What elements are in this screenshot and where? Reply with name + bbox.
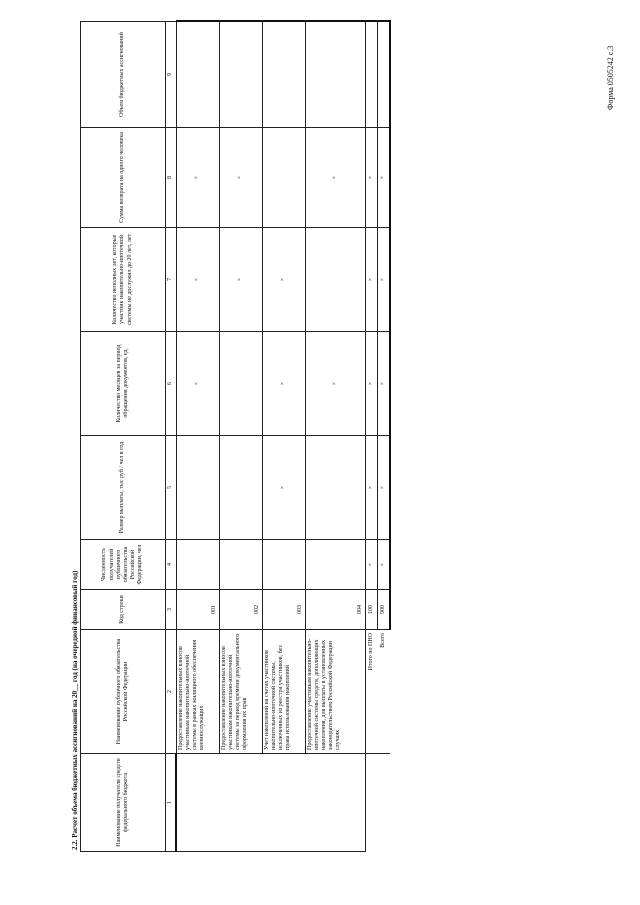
column-number-row: [166, 22, 177, 852]
cell-payment: [219, 436, 262, 540]
obligation-name: Предоставление накопительных взносов участникам накопительно-ипотечной системы за период времени документального оформления их прав: [219, 630, 262, 754]
cell-years: [305, 228, 365, 332]
cell-payment: [176, 436, 219, 540]
obligation-name: Предоставление участникам накопительно-ипотечной системы средств, дополняющих накопления, для выплаты в установленных законодательством Российской Федерации случаях: [305, 630, 365, 754]
total-code: 900: [377, 590, 390, 630]
cell-years: ×: [262, 228, 305, 332]
header-row: [81, 22, 166, 852]
cell-count: [176, 540, 219, 590]
spacer-cell: [365, 754, 377, 852]
obligation-name: Учет накоплений на счетах участников накопительно-ипотечной системы, исключенных из реестра участников, без права использования накоплений: [262, 630, 305, 754]
col-number: 8: [166, 128, 177, 228]
spacer-cell: [377, 754, 390, 852]
subtotal-volume: [365, 22, 377, 128]
recipient-cell: [176, 754, 365, 852]
row-code: 002: [219, 590, 262, 630]
table-row: [176, 22, 219, 852]
total-return: ×: [377, 128, 390, 228]
section-title: 2.2. Расчет объема бюджетных ассигнований на 20__ год (на очередной финансовый год): [71, 570, 79, 850]
subtotal-months: ×: [365, 332, 377, 436]
header-return: Сумма возврата на одного человека: [81, 128, 166, 228]
subtotal-code: 100: [365, 590, 377, 630]
obligation-name: Предоставление накопительных взносов участникам накопительно-ипотечной системы в рамках жилищного обеспечения военнослужащих: [176, 630, 219, 754]
cell-return: ×: [219, 128, 262, 228]
cell-return: ×: [305, 128, 365, 228]
cell-months: ×: [262, 332, 305, 436]
cell-return: [262, 128, 305, 228]
cell-return: ×: [176, 128, 219, 228]
header-code: Код строки: [81, 590, 166, 630]
total-label: Всего: [377, 630, 390, 754]
cell-volume: [176, 22, 219, 128]
cell-volume: [262, 22, 305, 128]
table-row: [262, 22, 305, 852]
col-number: 4: [166, 540, 177, 590]
cell-months: [219, 332, 262, 436]
header-count: Численность получателей публичного обязательства Российской Федерации, чел: [81, 540, 166, 590]
total-volume: [377, 22, 390, 128]
header-years: Количество неполных лет, которые участник накопительно-ипотечной системы не дослужил до 20 лет, лет: [81, 228, 166, 332]
table-row: [219, 22, 262, 852]
cell-months: ×: [176, 332, 219, 436]
col-number: 6: [166, 332, 177, 436]
total-payment: ×: [377, 436, 390, 540]
subtotal-label: Итого по ПНО: [365, 630, 377, 754]
subtotal-count: ×: [365, 540, 377, 590]
subtotal-payment: ×: [365, 436, 377, 540]
total-years: ×: [377, 228, 390, 332]
header-payment: Размер выплаты, тыс руб / чел в год: [81, 436, 166, 540]
subtotal-return: ×: [365, 128, 377, 228]
cell-volume: [305, 22, 365, 128]
header-months: Количество месяцев за период обращения документов, ед: [81, 332, 166, 436]
header-volume: Объем бюджетных ассигнований: [81, 22, 166, 128]
row-code: 004: [305, 590, 365, 630]
cell-count: [262, 540, 305, 590]
subtotal-row: [365, 22, 377, 852]
col-number: 5: [166, 436, 177, 540]
cell-years: ×: [176, 228, 219, 332]
col-number: 2: [166, 630, 177, 754]
form-code: Форма 0505242 с.3: [606, 45, 615, 110]
col-number: 7: [166, 228, 177, 332]
cell-volume: [219, 22, 262, 128]
cell-payment: [305, 436, 365, 540]
total-count: ×: [377, 540, 390, 590]
cell-count: [219, 540, 262, 590]
row-code: 003: [262, 590, 305, 630]
col-number: 1: [166, 754, 177, 852]
cell-years: ×: [219, 228, 262, 332]
table-row: [305, 22, 365, 852]
total-months: ×: [377, 332, 390, 436]
header-recipient: Наименование получателя средств федерального бюджета: [81, 754, 166, 852]
cell-count: [305, 540, 365, 590]
cell-months: ×: [305, 332, 365, 436]
header-obligation: Наименование публичного обязательства Российской Федерации: [81, 630, 166, 754]
subtotal-years: ×: [365, 228, 377, 332]
col-number: 9: [166, 22, 177, 128]
cell-payment: ×: [262, 436, 305, 540]
row-code: 001: [176, 590, 219, 630]
col-number: 3: [166, 590, 177, 630]
budget-calculation-table: [80, 21, 391, 853]
total-row: [377, 22, 390, 852]
